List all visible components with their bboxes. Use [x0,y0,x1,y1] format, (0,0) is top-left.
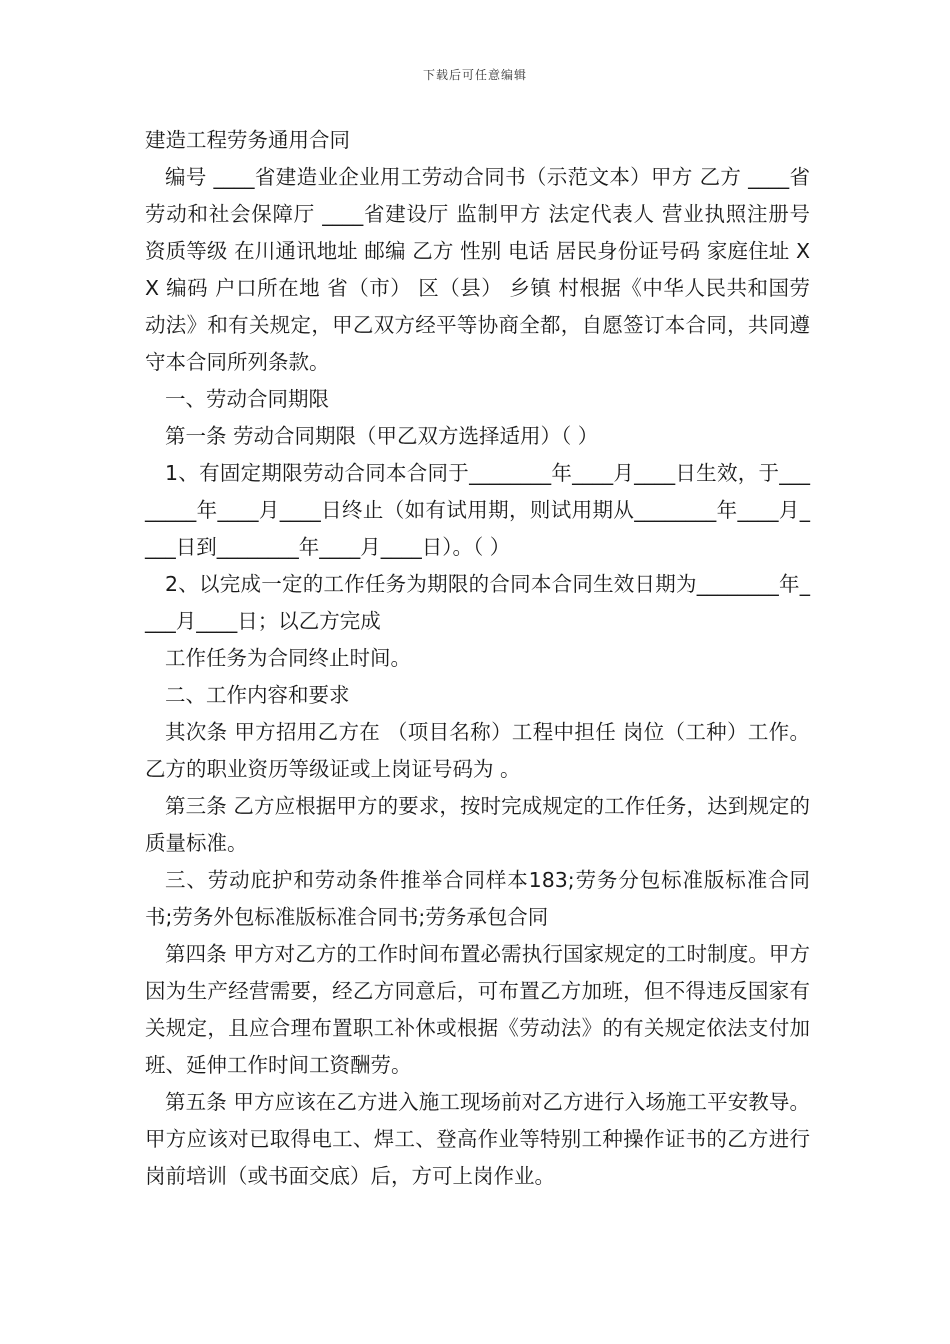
section-heading: 二、工作内容和要求 [165,683,350,707]
document-body [145,122,810,1195]
section-heading: 三、劳动庇护和劳动条件推举合同样本183;劳务分包标准版标准合同书;劳务外包标准版标准合同书;劳务承包合同 [145,868,810,929]
paragraph: 2、以完成一定的工作任务为期限的合同本合同生效日期为________年____月____日；以乙方完成 [145,572,810,633]
section-heading: 一、劳动合同期限 [165,387,329,411]
paragraph: 第四条 甲方对乙方的工作时间布置必需执行国家规定的工时制度。甲方因为生产经营需要，经乙方同意后，可布置乙方加班，但不得违反国家有关规定，且应合理布置职工补休或根据《劳动法》的有关规定依法支付加班、延伸工作时间工资酬劳。 [145,942,810,1077]
paragraph: 第五条 甲方应该在乙方进入施工现场前对乙方进行入场施工平安教导。甲方应该对已取得电工、焊工、登高作业等特别工种操作证书的乙方进行岗前培训（或书面交底）后，方可上岗作业。 [145,1090,810,1188]
paragraph: 编号 ____省建造业企业用工劳动合同书（示范文本）甲方 乙方 ____省劳动和社会保障厅 ____省建设厅 监制甲方 法定代表人 营业执照注册号 资质等级 在川通讯地址 邮编 乙方 性别 电话 居民身份证号码 家庭住址 XX 编码 户口所在地 省（市） 区（县） 乡镇 村根据《中华人民共和国劳动法》和有关规定，甲乙双方经平等协商全都，自愿签订本合同，共同遵守本合同所列条款。 [145,165,810,374]
paragraph: 工作任务为合同终止时间。 [165,646,411,670]
paragraph: 第三条 乙方应根据甲方的要求，按时完成规定的工作任务，达到规定的质量标准。 [145,794,810,855]
paragraph: 其次条 甲方招用乙方在 （项目名称）工程中担任 岗位（工种）工作。乙方的职业资历等级证或上岗证号码为 。 [145,720,810,781]
document-title: 建造工程劳务通用合同 [145,128,350,152]
paragraph: 1、有固定期限劳动合同本合同于________年____月____日生效，于________年____月____日终止（如有试用期，则试用期从________年____月____日到________年____月____日）。（ ） [145,461,810,559]
paragraph: 第一条 劳动合同期限（甲乙双方选择适用）（ ） [165,424,599,448]
header-note: 下载后可任意编辑 [422,68,527,82]
